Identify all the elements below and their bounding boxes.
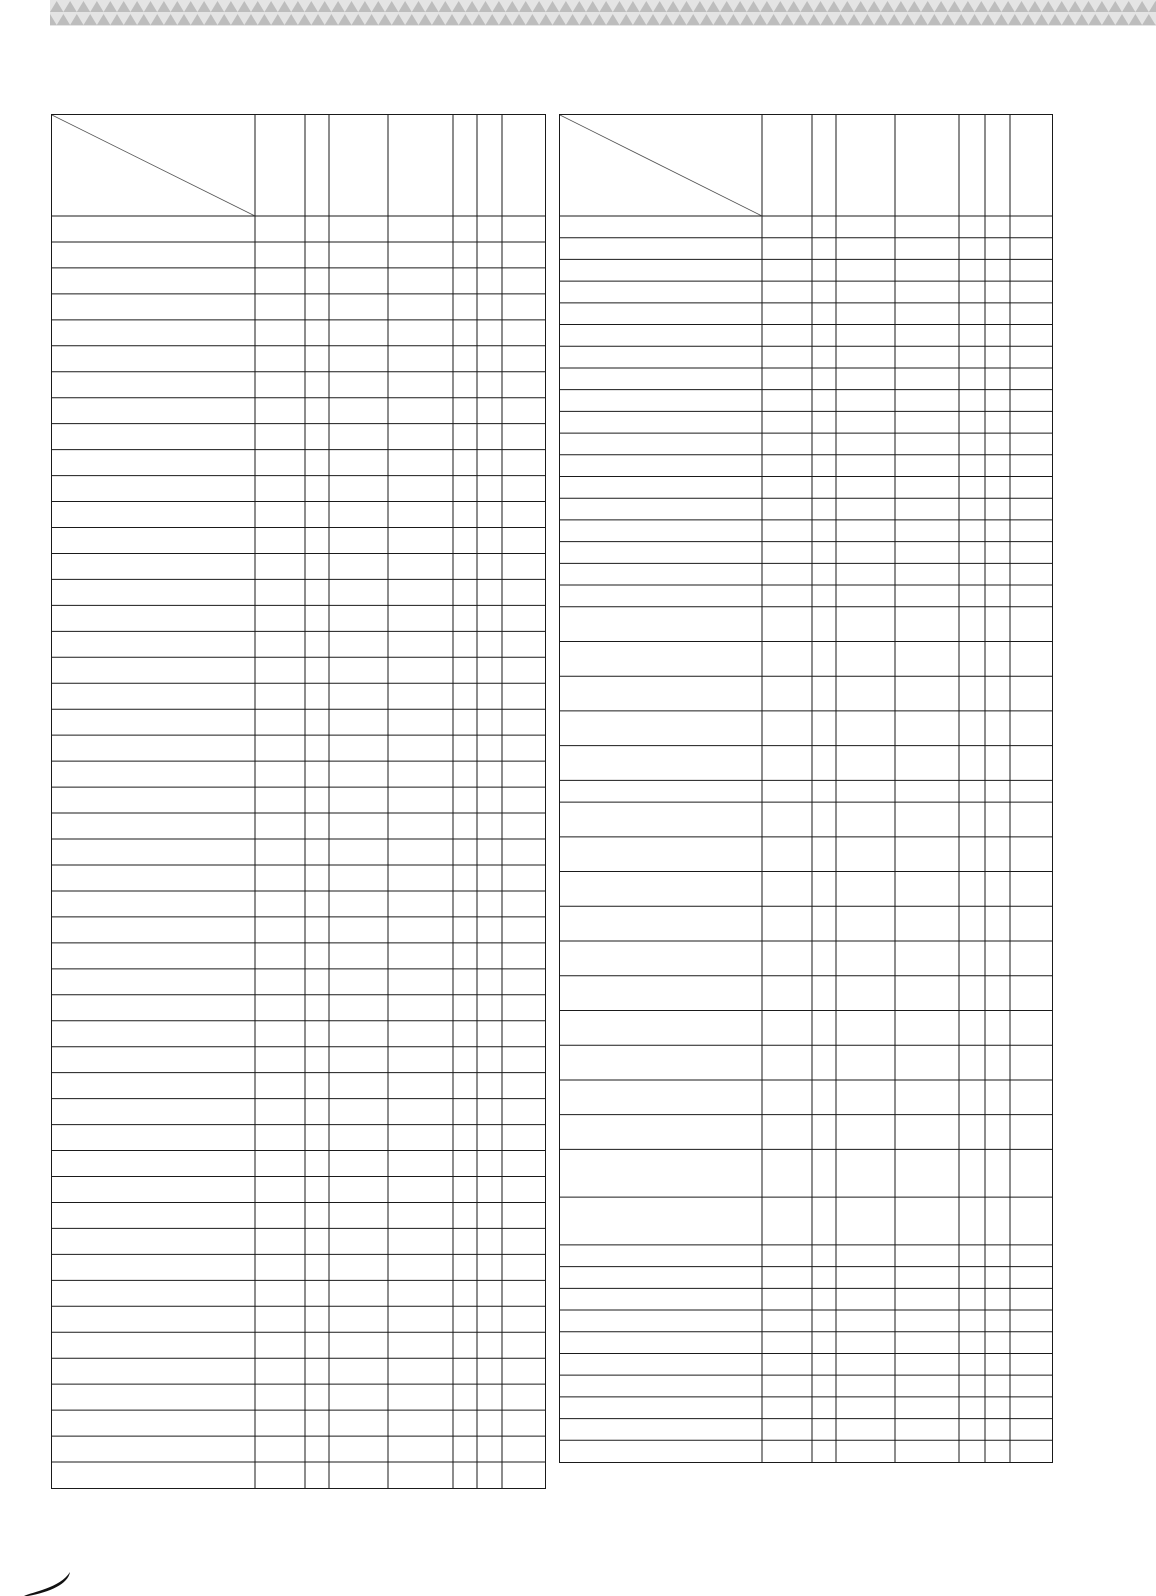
table-row (560, 1288, 1052, 1310)
table-row (52, 216, 545, 242)
table-row (560, 1440, 1052, 1462)
table-row (560, 941, 1052, 976)
table-row (560, 1375, 1052, 1397)
table-row (560, 303, 1052, 325)
header-cell (453, 115, 477, 216)
header-cell (1010, 115, 1052, 216)
table-row (52, 943, 545, 969)
table-row (560, 676, 1052, 711)
table-row (560, 872, 1052, 907)
curved-stroke-icon (20, 1566, 76, 1596)
table-row (52, 1254, 545, 1280)
table-row (52, 1073, 545, 1099)
table-row (52, 761, 545, 787)
table-row (52, 1228, 545, 1254)
header-cell (985, 115, 1010, 216)
table-row (52, 839, 545, 865)
table-row (560, 1397, 1052, 1419)
table-row (560, 520, 1052, 542)
table-row (560, 1310, 1052, 1332)
table-row (52, 450, 545, 476)
table-row (52, 657, 545, 683)
table-row (52, 1125, 545, 1151)
table-row (560, 1197, 1052, 1245)
table-row (52, 891, 545, 917)
table-row (52, 1410, 545, 1436)
table-row (52, 969, 545, 995)
table-row (52, 1099, 545, 1125)
table-row (52, 995, 545, 1021)
table-row (52, 502, 545, 528)
table-row (52, 1151, 545, 1177)
table-row (52, 1176, 545, 1202)
table-row (52, 1462, 545, 1488)
header-cell (388, 115, 453, 216)
table-row (52, 917, 545, 943)
table-row (560, 455, 1052, 477)
table-row (560, 1419, 1052, 1441)
table-row (52, 865, 545, 891)
table-row (52, 398, 545, 424)
header-cell (305, 115, 329, 216)
header-cell (895, 115, 959, 216)
table-row (560, 238, 1052, 260)
header-cell (329, 115, 388, 216)
table-row (52, 1280, 545, 1306)
table-row (560, 746, 1052, 781)
table-row (52, 553, 545, 579)
table-row (52, 813, 545, 839)
table-row (560, 1115, 1052, 1150)
table-row (52, 709, 545, 735)
table-row (560, 259, 1052, 281)
table-row (560, 498, 1052, 520)
table-row (52, 346, 545, 372)
table-row (560, 802, 1052, 837)
table-row (560, 1332, 1052, 1354)
header-triangle-band (50, 0, 1156, 26)
table-row (560, 906, 1052, 941)
table-row (560, 216, 1052, 238)
table-row (560, 390, 1052, 412)
table-row (52, 476, 545, 502)
table-right-grid (560, 115, 1052, 1462)
table-row (52, 1306, 545, 1332)
table-row (560, 1267, 1052, 1289)
table-row (560, 1245, 1052, 1267)
table-row (560, 433, 1052, 455)
table-row (560, 1353, 1052, 1375)
header-diagonal (560, 115, 762, 216)
table-row (52, 268, 545, 294)
table-row (560, 1045, 1052, 1080)
table-row (52, 605, 545, 631)
table-row (560, 346, 1052, 368)
table-row (52, 1384, 545, 1410)
table-row (52, 242, 545, 268)
table-row (560, 585, 1052, 607)
table-row (560, 976, 1052, 1011)
table-row (52, 372, 545, 398)
table-row (560, 1010, 1052, 1045)
table-row (52, 294, 545, 320)
table-left-grid (52, 115, 545, 1488)
table-row (560, 641, 1052, 676)
table-row (560, 837, 1052, 872)
header-cell (477, 115, 502, 216)
table-row (52, 787, 545, 813)
table-row (52, 1202, 545, 1228)
table-row (52, 683, 545, 709)
table-row (560, 780, 1052, 802)
table-right (559, 114, 1053, 1463)
table-row (52, 1332, 545, 1358)
header-diagonal (52, 115, 255, 216)
table-row (560, 1080, 1052, 1115)
table-row (560, 1149, 1052, 1197)
table-row (560, 325, 1052, 347)
table-row (560, 281, 1052, 303)
header-cell (502, 115, 545, 216)
table-row (52, 1047, 545, 1073)
table-row (52, 320, 545, 346)
table-row (560, 411, 1052, 433)
table-row (560, 711, 1052, 746)
table-row (52, 631, 545, 657)
header-cell (812, 115, 836, 216)
table-row (560, 563, 1052, 585)
table-row (560, 476, 1052, 498)
header-cell (836, 115, 895, 216)
header-cell (959, 115, 985, 216)
table-row (52, 1358, 545, 1384)
table-row (52, 424, 545, 450)
table-row (52, 735, 545, 761)
table-row (52, 1021, 545, 1047)
table-left (51, 114, 546, 1489)
table-row (52, 579, 545, 605)
table-row (560, 542, 1052, 564)
header-cell (762, 115, 812, 216)
table-row (560, 607, 1052, 642)
table-row (52, 528, 545, 554)
table-row (52, 1436, 545, 1462)
table-row (560, 368, 1052, 390)
header-cell (255, 115, 305, 216)
